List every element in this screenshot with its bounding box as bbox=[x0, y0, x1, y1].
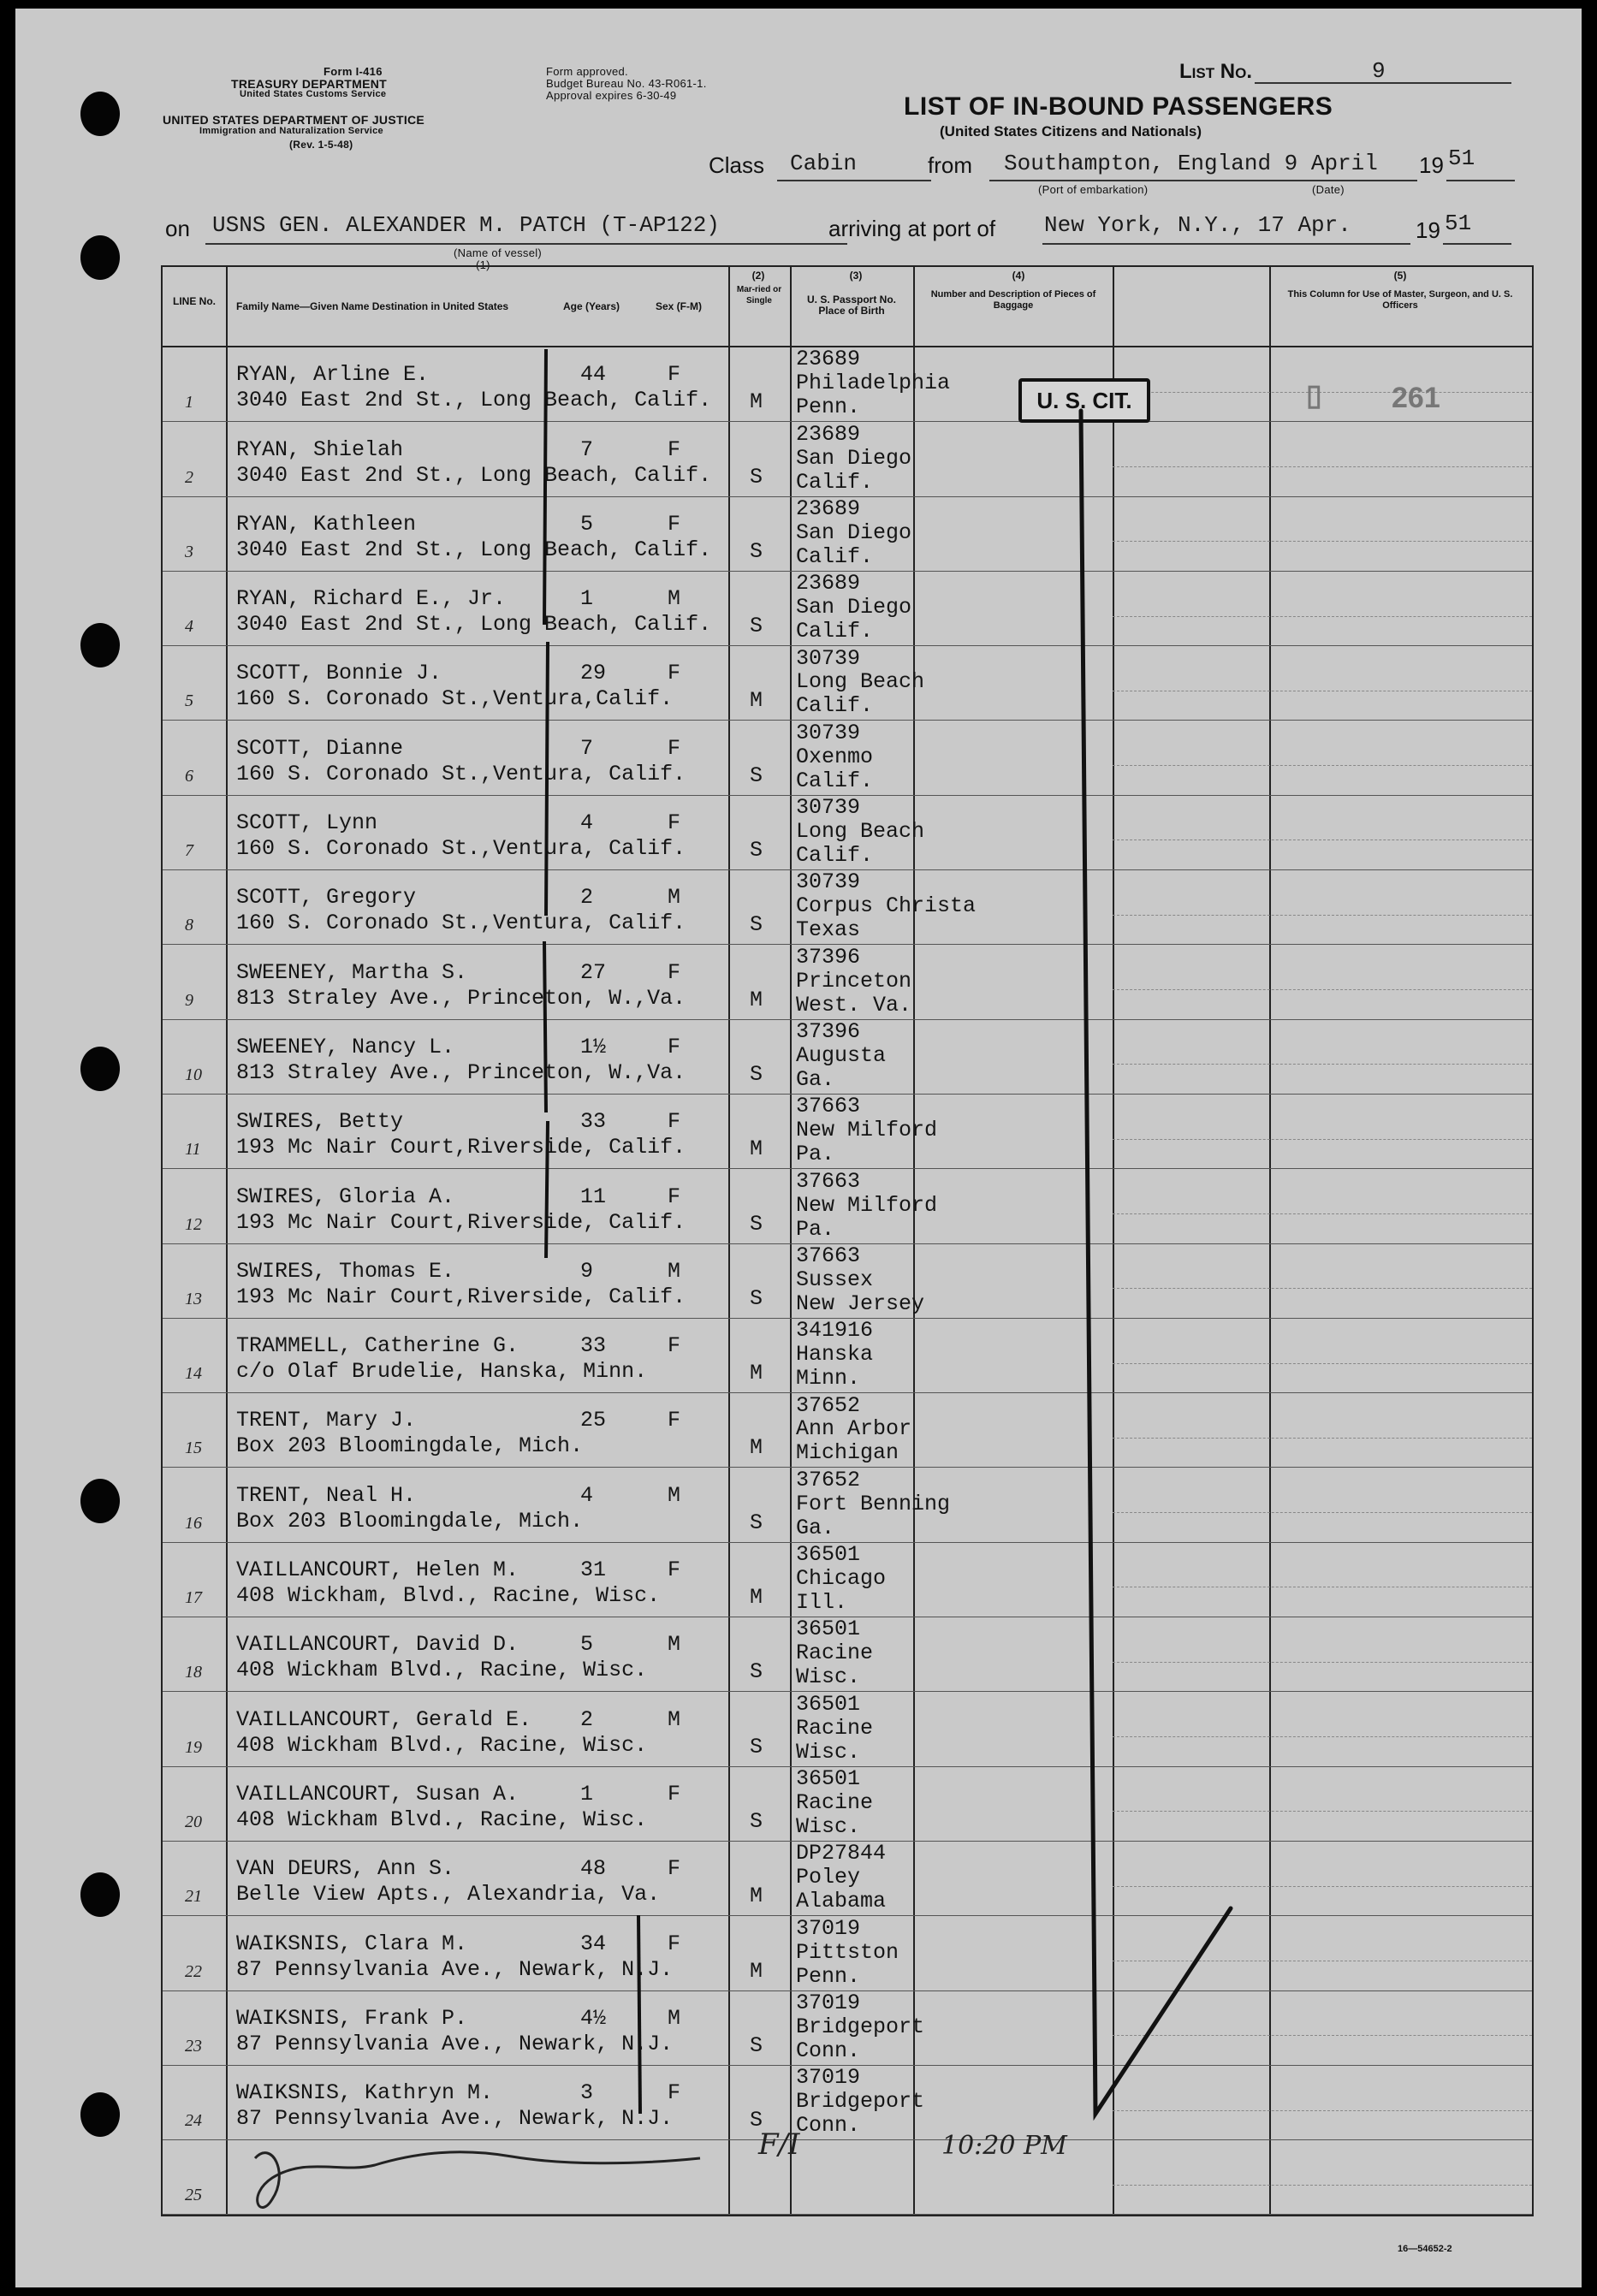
col-officer-use: This Column for Use of Master, Surgeon, and U. S. Officers bbox=[1287, 289, 1513, 311]
birthplace-state: Texas bbox=[796, 917, 861, 943]
destination-address: 160 S. Coronado St.,Ventura,Calif. bbox=[236, 686, 674, 712]
passport-number: 37652 bbox=[796, 1392, 861, 1418]
birthplace-city: Racine bbox=[796, 1715, 874, 1741]
sex: F bbox=[668, 959, 681, 985]
col-no-2: (2) bbox=[751, 270, 765, 282]
passenger-name: SCOTT, Lynn bbox=[236, 810, 378, 836]
passport-number: DP27844 bbox=[796, 1841, 887, 1866]
birthplace-state: Penn. bbox=[796, 395, 861, 420]
birthplace-state: Wisc. bbox=[796, 1813, 861, 1839]
destination-address: 813 Straley Ave., Princeton, W.,Va. bbox=[236, 985, 686, 1011]
line-number: 13 bbox=[185, 1289, 202, 1308]
birthplace-state: West. Va. bbox=[796, 992, 912, 1017]
from-label: from bbox=[928, 152, 972, 178]
age: 29 bbox=[580, 661, 607, 686]
time-annotation: 10:20 PM bbox=[941, 2131, 1067, 2161]
passenger-name: TRENT, Mary J. bbox=[236, 1408, 417, 1433]
marital-status: M bbox=[750, 987, 763, 1012]
age: 44 bbox=[580, 362, 607, 388]
arr-year-value: 51 bbox=[1445, 211, 1472, 236]
marital-status: S bbox=[750, 1211, 763, 1237]
passenger-name: RYAN, Kathleen bbox=[236, 511, 417, 537]
col-baggage: Number and Description of Pieces of Baggage bbox=[930, 289, 1096, 311]
class-value: Cabin bbox=[790, 151, 858, 176]
sex: M bbox=[668, 1632, 681, 1658]
passport-number: 341916 bbox=[796, 1318, 874, 1344]
age: 33 bbox=[580, 1109, 607, 1135]
marital-status: S bbox=[750, 1285, 763, 1311]
passport-number: 37663 bbox=[796, 1168, 861, 1194]
passport-number: 36501 bbox=[796, 1766, 861, 1791]
sex: M bbox=[668, 1258, 681, 1284]
birthplace-city: Long Beach bbox=[796, 819, 925, 845]
marital-status: S bbox=[750, 1061, 763, 1087]
marital-status: S bbox=[750, 838, 763, 863]
passenger-name: SWIRES, Thomas E. bbox=[236, 1258, 455, 1284]
age: 9 bbox=[580, 1258, 594, 1284]
sex: F bbox=[668, 436, 681, 462]
sex: F bbox=[668, 735, 681, 761]
arrival-port-date: New York, N.Y., 17 Apr. bbox=[1044, 212, 1351, 238]
age: 25 bbox=[580, 1408, 607, 1433]
passenger-name: RYAN, Shielah bbox=[236, 436, 404, 462]
destination-address: Box 203 Bloomingdale, Mich. bbox=[236, 1433, 584, 1459]
marital-status: M bbox=[750, 1958, 763, 1984]
ins-service: Immigration and Naturalization Service bbox=[199, 126, 383, 136]
col-no-4: (4) bbox=[1012, 270, 1025, 282]
age: 1 bbox=[580, 1781, 594, 1807]
birthplace-city: Sussex bbox=[796, 1267, 874, 1292]
marital-status: S bbox=[750, 762, 763, 788]
sex: F bbox=[668, 362, 681, 388]
line-number: 1 bbox=[185, 393, 193, 412]
marital-status: S bbox=[750, 912, 763, 938]
destination-address: 160 S. Coronado St.,Ventura, Calif. bbox=[236, 761, 686, 786]
passenger-name: SWEENEY, Nancy L. bbox=[236, 1034, 455, 1059]
passenger-name: TRAMMELL, Catherine G. bbox=[236, 1333, 519, 1359]
birthplace-city: Corpus Christa bbox=[796, 893, 977, 919]
birthplace-state: Penn. bbox=[796, 1963, 861, 1989]
marital-status: S bbox=[750, 1734, 763, 1759]
marital-status: M bbox=[750, 688, 763, 714]
age-bracket-line-3 bbox=[638, 1915, 640, 2114]
fi-annotation: F/I bbox=[758, 2127, 800, 2162]
passenger-name: WAIKSNIS, Frank P. bbox=[236, 2005, 468, 2031]
signature bbox=[255, 2152, 700, 2208]
passenger-name: RYAN, Richard E., Jr. bbox=[236, 586, 507, 612]
birthplace-state: Wisc. bbox=[796, 1664, 861, 1690]
line-number: 24 bbox=[185, 2111, 202, 2131]
marital-status: S bbox=[750, 538, 763, 564]
passenger-name: RYAN, Arline E. bbox=[236, 362, 430, 388]
sex: F bbox=[668, 1931, 681, 1956]
sex: F bbox=[668, 1557, 681, 1583]
justice-dept: UNITED STATES DEPARTMENT OF JUSTICE bbox=[163, 113, 425, 127]
line-number: 14 bbox=[185, 1364, 202, 1384]
marital-status: M bbox=[750, 1884, 763, 1909]
line-number: 12 bbox=[185, 1214, 202, 1234]
line-number: 7 bbox=[185, 841, 193, 861]
marital-status: S bbox=[750, 464, 763, 489]
birthplace-city: San Diego bbox=[796, 519, 912, 545]
destination-address: 160 S. Coronado St.,Ventura, Calif. bbox=[236, 836, 686, 862]
age: 4 bbox=[580, 1482, 594, 1508]
line-number: 21 bbox=[185, 1887, 202, 1907]
destination-address: 3040 East 2nd St., Long Beach, Calif. bbox=[236, 462, 712, 488]
passport-number: 23689 bbox=[796, 421, 861, 447]
birthplace-state: Conn. bbox=[796, 2038, 861, 2063]
arriving-label: arriving at port of bbox=[828, 216, 996, 241]
passport-number: 36501 bbox=[796, 1617, 861, 1642]
line-number: 11 bbox=[185, 1140, 201, 1160]
birthplace-city: Bridgeport bbox=[796, 2014, 925, 2039]
birthplace-state: Pa. bbox=[796, 1216, 835, 1242]
destination-address: 3040 East 2nd St., Long Beach, Calif. bbox=[236, 537, 712, 562]
line-number: 3 bbox=[185, 542, 193, 561]
line-number: 9 bbox=[185, 990, 193, 1010]
destination-address: 160 S. Coronado St.,Ventura, Calif. bbox=[236, 911, 686, 936]
treasury-dept: TREASURY DEPARTMENT bbox=[231, 77, 388, 91]
date-caption: (Date) bbox=[1312, 183, 1345, 196]
col-no-5: (5) bbox=[1393, 270, 1407, 282]
passenger-name: SCOTT, Dianne bbox=[236, 735, 404, 761]
birthplace-state: Ill. bbox=[796, 1590, 848, 1616]
passenger-name: VAILLANCOURT, Gerald E. bbox=[236, 1706, 532, 1732]
birthplace-city: Racine bbox=[796, 1789, 874, 1815]
birthplace-state: Calif. bbox=[796, 543, 874, 569]
marital-status: M bbox=[750, 1136, 763, 1162]
passport-number: 37396 bbox=[796, 1019, 861, 1044]
passport-number: 36501 bbox=[796, 1542, 861, 1568]
age: 2 bbox=[580, 885, 594, 911]
customs-service: United States Customs Service bbox=[240, 89, 387, 99]
page-title: LIST OF IN-BOUND PASSENGERS bbox=[904, 92, 1333, 121]
destination-address: Box 203 Bloomingdale, Mich. bbox=[236, 1508, 584, 1534]
marital-status: S bbox=[750, 2108, 763, 2133]
destination-address: 193 Mc Nair Court,Riverside, Calif. bbox=[236, 1284, 686, 1309]
sex: F bbox=[668, 1856, 681, 1882]
marital-status: S bbox=[750, 1510, 763, 1535]
col-name-dest: Family Name—Given Name Destination in United States bbox=[236, 300, 509, 312]
sex: M bbox=[668, 1482, 681, 1508]
destination-address: 408 Wickham, Blvd., Racine, Wisc. bbox=[236, 1583, 661, 1609]
passport-number: 30739 bbox=[796, 795, 861, 821]
revision: (Rev. 1-5-48) bbox=[289, 139, 353, 151]
age: 31 bbox=[580, 1557, 607, 1583]
age: 33 bbox=[580, 1333, 607, 1359]
pencil-marks bbox=[15, 9, 1582, 2287]
port-of-embarkation: Southampton, England 9 April bbox=[1004, 151, 1378, 176]
birthplace-state: Minn. bbox=[796, 1366, 861, 1391]
passport-number: 37652 bbox=[796, 1467, 861, 1492]
marital-status: S bbox=[750, 1808, 763, 1834]
marital-status: S bbox=[750, 2032, 763, 2058]
line-number: 8 bbox=[185, 916, 193, 935]
birthplace-state: Calif. bbox=[796, 619, 874, 644]
age: 1½ bbox=[580, 1034, 607, 1059]
budget-bureau: Budget Bureau No. 43-R061-1. bbox=[546, 77, 707, 90]
passport-number: 23689 bbox=[796, 347, 861, 372]
passenger-name: WAIKSNIS, Kathryn M. bbox=[236, 2080, 494, 2106]
birthplace-state: Calif. bbox=[796, 469, 874, 495]
birthplace-city: Bridgeport bbox=[796, 2089, 925, 2115]
birthplace-city: Augusta bbox=[796, 1042, 887, 1068]
passport-number: 37019 bbox=[796, 2065, 861, 2091]
destination-address: 87 Pennsylvania Ave., Newark, N.J. bbox=[236, 2106, 674, 2132]
birthplace-city: San Diego bbox=[796, 445, 912, 471]
sex: F bbox=[668, 1034, 681, 1059]
destination-address: 408 Wickham Blvd., Racine, Wisc. bbox=[236, 1807, 648, 1832]
sex: F bbox=[668, 1109, 681, 1135]
line-number: 18 bbox=[185, 1663, 202, 1682]
age: 7 bbox=[580, 436, 594, 462]
passenger-name: SWEENEY, Martha S. bbox=[236, 959, 468, 985]
us-citizen-stamp: U. S. CIT. bbox=[1018, 378, 1150, 423]
age: 4 bbox=[580, 810, 594, 836]
age: 4½ bbox=[580, 2005, 607, 2031]
birthplace-state: Calif. bbox=[796, 843, 874, 869]
sex: M bbox=[668, 1706, 681, 1732]
approval-expires: Approval expires 6-30-49 bbox=[546, 89, 677, 102]
passenger-name: SCOTT, Gregory bbox=[236, 885, 417, 911]
destination-address: c/o Olaf Brudelie, Hanska, Minn. bbox=[236, 1359, 648, 1385]
age: 48 bbox=[580, 1856, 607, 1882]
birthplace-state: Ga. bbox=[796, 1066, 835, 1092]
birthplace-state: Pa. bbox=[796, 1142, 835, 1167]
destination-address: 87 Pennsylvania Ave., Newark, N.J. bbox=[236, 2031, 674, 2056]
passenger-name: VAN DEURS, Ann S. bbox=[236, 1856, 455, 1882]
passenger-name: SWIRES, Gloria A. bbox=[236, 1184, 455, 1209]
arr-year-prefix: 19 bbox=[1416, 217, 1440, 243]
birthplace-city: Poley bbox=[796, 1865, 861, 1890]
passenger-name: SWIRES, Betty bbox=[236, 1109, 404, 1135]
marital-status: S bbox=[750, 1659, 763, 1685]
vessel-caption: (Name of vessel) bbox=[454, 246, 543, 259]
destination-address: 813 Straley Ave., Princeton, W.,Va. bbox=[236, 1059, 686, 1085]
birthplace-city: New Milford bbox=[796, 1192, 938, 1218]
line-number: 23 bbox=[185, 2036, 202, 2056]
age: 2 bbox=[580, 1706, 594, 1732]
passport-number: 37663 bbox=[796, 1094, 861, 1119]
list-no-label: List No. bbox=[1179, 60, 1252, 83]
form-approved: Form approved. bbox=[546, 65, 628, 78]
birthplace-city: Hanska bbox=[796, 1342, 874, 1368]
birthplace-city: San Diego bbox=[796, 595, 912, 620]
line-number: 5 bbox=[185, 691, 193, 711]
line-number: 4 bbox=[185, 617, 193, 637]
marital-status: M bbox=[750, 389, 763, 415]
destination-address: Belle View Apts., Alexandria, Va. bbox=[236, 1882, 661, 1907]
line-number: 22 bbox=[185, 1961, 202, 1981]
destination-address: 408 Wickham Blvd., Racine, Wisc. bbox=[236, 1658, 648, 1683]
manifest-sheet bbox=[15, 9, 1582, 2287]
year-value: 51 bbox=[1448, 145, 1475, 171]
destination-address: 87 Pennsylvania Ave., Newark, N.J. bbox=[236, 1956, 674, 1982]
passenger-name: WAIKSNIS, Clara M. bbox=[236, 1931, 468, 1956]
destination-address: 193 Mc Nair Court,Riverside, Calif. bbox=[236, 1209, 686, 1235]
passport-number: 37663 bbox=[796, 1243, 861, 1268]
passport-number: 36501 bbox=[796, 1691, 861, 1717]
line-number: 25 bbox=[185, 2186, 202, 2205]
checkmark-line bbox=[1081, 411, 1231, 2114]
age: 3 bbox=[580, 2080, 594, 2106]
age: 11 bbox=[580, 1184, 607, 1209]
birthplace-state: Ga. bbox=[796, 1515, 835, 1540]
col-no-3: (3) bbox=[849, 270, 863, 282]
year-prefix: 19 bbox=[1419, 152, 1444, 178]
sex: M bbox=[668, 2005, 681, 2031]
sex: F bbox=[668, 511, 681, 537]
age-bracket-line-1 bbox=[544, 349, 548, 916]
col-sex: Sex (F-M) bbox=[656, 300, 702, 312]
on-label: on bbox=[165, 216, 190, 241]
sex: F bbox=[668, 1184, 681, 1209]
destination-address: 3040 East 2nd St., Long Beach, Calif. bbox=[236, 612, 712, 638]
line-number: 2 bbox=[185, 467, 193, 487]
birthplace-state: Alabama bbox=[796, 1889, 887, 1914]
faint-stamp-number: 261 bbox=[1392, 382, 1440, 414]
footer-code: 16—54652-2 bbox=[1398, 2244, 1452, 2254]
sex: M bbox=[668, 885, 681, 911]
sex: F bbox=[668, 1333, 681, 1359]
page-subtitle: (United States Citizens and Nationals) bbox=[940, 123, 1202, 139]
passenger-name: VAILLANCOURT, Helen M. bbox=[236, 1557, 519, 1583]
passport-number: 37019 bbox=[796, 1990, 861, 2015]
vessel-col-no: (1) bbox=[476, 258, 490, 271]
sex: F bbox=[668, 1408, 681, 1433]
birthplace-state: Wisc. bbox=[796, 1739, 861, 1765]
marital-status: M bbox=[750, 1435, 763, 1461]
age: 34 bbox=[580, 1931, 607, 1956]
destination-address: 193 Mc Nair Court,Riverside, Calif. bbox=[236, 1135, 686, 1160]
birthplace-state: Conn. bbox=[796, 2113, 861, 2139]
vessel-name: USNS GEN. ALEXANDER M. PATCH (T-AP122) bbox=[212, 212, 720, 238]
birthplace-city: Fort Benning bbox=[796, 1491, 951, 1516]
sex: F bbox=[668, 810, 681, 836]
birthplace-city: Chicago bbox=[796, 1566, 887, 1592]
passport-number: 30739 bbox=[796, 720, 861, 745]
age: 5 bbox=[580, 511, 594, 537]
line-number: 15 bbox=[185, 1439, 202, 1458]
passport-number: 30739 bbox=[796, 645, 861, 671]
birthplace-state: Michigan bbox=[796, 1440, 899, 1466]
passenger-name: TRENT, Neal H. bbox=[236, 1482, 417, 1508]
line-number: 17 bbox=[185, 1588, 202, 1608]
passenger-name: VAILLANCOURT, Susan A. bbox=[236, 1781, 519, 1807]
marital-status: M bbox=[750, 1361, 763, 1386]
passenger-name: VAILLANCOURT, David D. bbox=[236, 1632, 519, 1658]
birthplace-city: Racine bbox=[796, 1640, 874, 1666]
birthplace-city: Princeton bbox=[796, 968, 912, 994]
age: 7 bbox=[580, 735, 594, 761]
age: 1 bbox=[580, 586, 594, 612]
line-number: 19 bbox=[185, 1737, 202, 1757]
col-passport: U. S. Passport No. Place of Birth bbox=[806, 294, 897, 317]
birthplace-city: Ann Arbor bbox=[796, 1416, 912, 1442]
passport-number: 30739 bbox=[796, 869, 861, 895]
passport-number: 23689 bbox=[796, 495, 861, 521]
marital-status: M bbox=[750, 1585, 763, 1611]
birthplace-state: Calif. bbox=[796, 768, 874, 793]
passport-number: 37396 bbox=[796, 944, 861, 970]
sex: M bbox=[668, 586, 681, 612]
list-no-value: 9 bbox=[1372, 58, 1386, 84]
line-number: 6 bbox=[185, 766, 193, 786]
sex: F bbox=[668, 1781, 681, 1807]
age: 27 bbox=[580, 959, 607, 985]
port-caption: (Port of embarkation) bbox=[1038, 183, 1149, 196]
age-bracket-line-2 bbox=[544, 941, 548, 1258]
birthplace-city: Pittston bbox=[796, 1939, 899, 1965]
passenger-name: SCOTT, Bonnie J. bbox=[236, 661, 442, 686]
birthplace-city: New Milford bbox=[796, 1118, 938, 1143]
line-number: 20 bbox=[185, 1812, 202, 1831]
col-age: Age (Years) bbox=[562, 300, 620, 312]
birthplace-state: Calif. bbox=[796, 693, 874, 719]
sex: F bbox=[668, 661, 681, 686]
class-label: Class bbox=[709, 152, 765, 178]
form-number: Form I-416 bbox=[324, 65, 383, 78]
line-number: 10 bbox=[185, 1065, 202, 1084]
faint-stamp-box: ▯ bbox=[1306, 379, 1322, 412]
age: 5 bbox=[580, 1632, 594, 1658]
birthplace-city: Oxenmo bbox=[796, 744, 874, 769]
marital-status: S bbox=[750, 614, 763, 639]
destination-address: 3040 East 2nd St., Long Beach, Calif. bbox=[236, 388, 712, 413]
col-line-no: LINE No. bbox=[173, 295, 216, 307]
sex: F bbox=[668, 2080, 681, 2106]
passport-number: 23689 bbox=[796, 571, 861, 596]
birthplace-city: Philadelphia bbox=[796, 371, 951, 396]
birthplace-city: Long Beach bbox=[796, 669, 925, 695]
birthplace-state: New Jersey bbox=[796, 1290, 925, 1316]
line-number: 16 bbox=[185, 1513, 202, 1533]
col-marital: Mar-ried or Single bbox=[736, 285, 782, 306]
passport-number: 37019 bbox=[796, 1915, 861, 1941]
destination-address: 408 Wickham Blvd., Racine, Wisc. bbox=[236, 1732, 648, 1758]
